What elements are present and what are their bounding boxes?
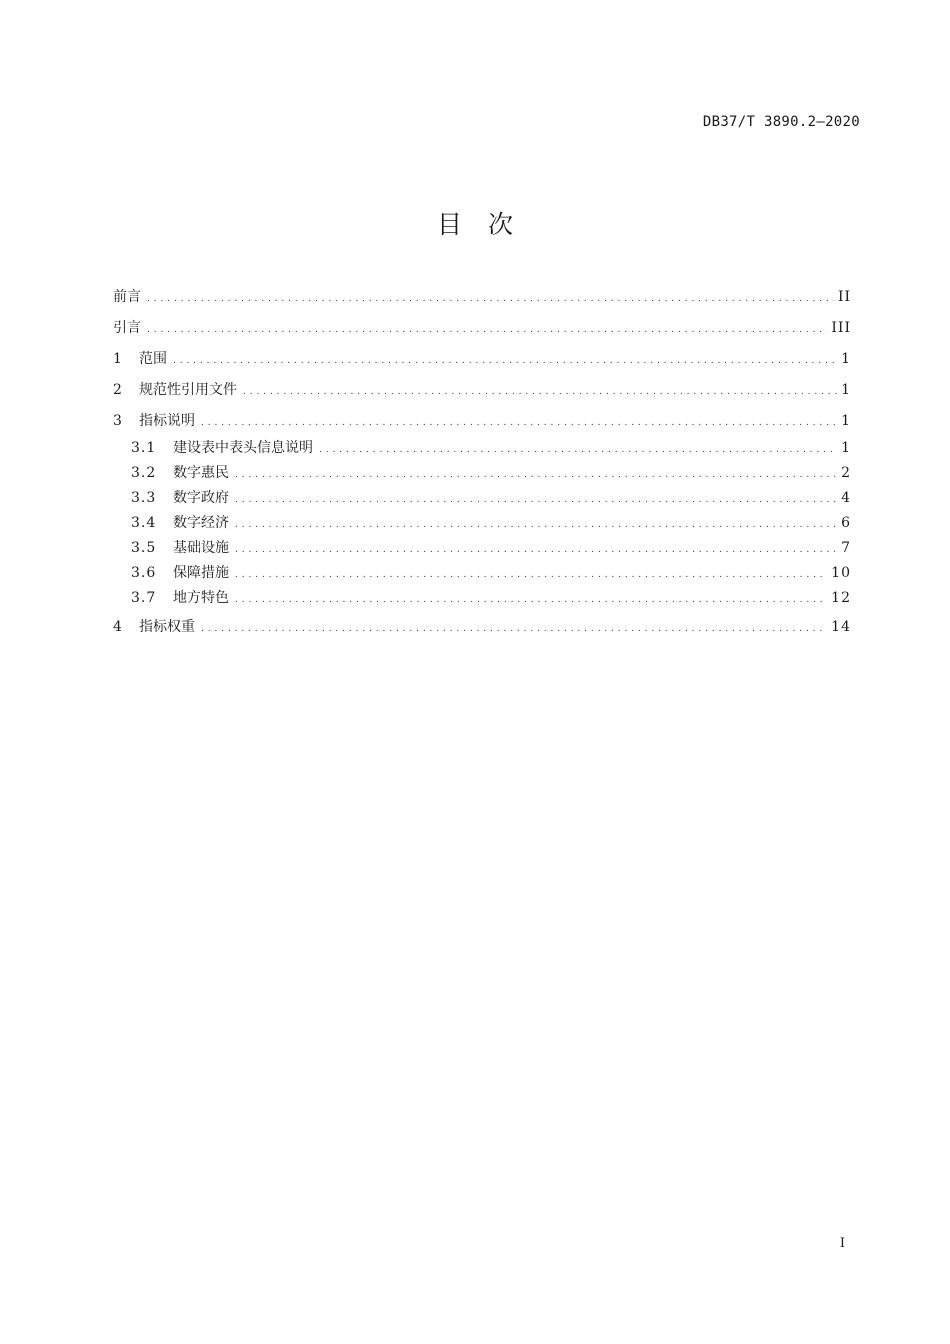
dot-leader — [235, 461, 837, 488]
toc-entry-label: 指标权重 — [139, 619, 195, 635]
toc-entry-label: 范围 — [139, 351, 167, 367]
dot-leader — [319, 436, 837, 463]
toc-entry-label: 前言 — [113, 289, 141, 305]
dot-leader — [235, 511, 837, 538]
toc-entry-page: 4 — [841, 490, 851, 506]
toc-entry-3-2[interactable] — [113, 461, 851, 486]
toc-entry-page: 7 — [841, 540, 851, 556]
document-code: DB37/T 3890.2—2020 — [702, 114, 860, 130]
toc-entry-label: 地方特色 — [173, 590, 229, 606]
toc-entry-number: 3.5 — [131, 540, 157, 556]
dot-leader — [235, 561, 827, 588]
toc-entry-page: 1 — [841, 382, 851, 398]
dot-leader — [235, 536, 837, 563]
toc-entry-introduction[interactable] — [113, 316, 851, 347]
toc-entry-page: 1 — [841, 440, 851, 456]
toc-entry-number: 3.1 — [131, 440, 157, 456]
toc-entry-3-7[interactable] — [113, 586, 851, 611]
toc-entry-label: 建设表中表头信息说明 — [173, 440, 313, 456]
toc-entry-number: 3.4 — [131, 515, 157, 531]
toc-entry-label: 规范性引用文件 — [139, 382, 237, 398]
toc-entry-label: 数字惠民 — [173, 465, 229, 481]
dot-leader — [235, 586, 827, 613]
toc-entry-number: 3.2 — [131, 465, 157, 481]
toc-entry-number: 4 — [113, 619, 122, 635]
toc-title: 目次 — [436, 210, 539, 239]
toc-entry-label: 数字政府 — [173, 490, 229, 506]
dot-leader — [201, 615, 827, 642]
toc-entry-number: 3 — [113, 413, 122, 429]
toc-entry-foreword[interactable] — [113, 285, 851, 316]
dot-leader — [243, 378, 837, 405]
toc-entry-3-3[interactable] — [113, 486, 851, 511]
dot-leader — [147, 316, 827, 343]
toc-entry-number: 1 — [113, 351, 122, 367]
toc-entry-page: 14 — [831, 619, 851, 635]
toc-entry-number: 3.3 — [131, 490, 157, 506]
toc-entry-label: 基础设施 — [173, 540, 229, 556]
toc-entry-page: 1 — [841, 351, 851, 367]
dot-leader — [173, 347, 837, 374]
toc-entry-3-4[interactable] — [113, 511, 851, 536]
toc-entry-page: 1 — [841, 413, 851, 429]
toc-entry-number: 3.6 — [131, 565, 157, 581]
toc-entry-label: 数字经济 — [173, 515, 229, 531]
dot-leader — [201, 409, 837, 436]
toc-entry-page: III — [831, 320, 851, 336]
toc-entry-number: 3.7 — [131, 590, 157, 606]
toc-entry-3-1[interactable] — [113, 436, 851, 461]
toc-entry-page: 6 — [841, 515, 851, 531]
toc-entry-page: 2 — [841, 465, 851, 481]
toc-entry-page: 12 — [831, 590, 851, 606]
toc-entry-indicator-weights[interactable] — [113, 615, 851, 646]
toc-entry-label: 指标说明 — [139, 413, 195, 429]
toc-entry-page: II — [837, 289, 851, 305]
page-number: I — [839, 1236, 845, 1251]
toc-entry-normative-references[interactable] — [113, 378, 851, 409]
table-of-contents — [113, 285, 851, 646]
toc-entry-label: 保障措施 — [173, 565, 229, 581]
toc-entry-3-6[interactable] — [113, 561, 851, 586]
toc-entry-3-5[interactable] — [113, 536, 851, 561]
toc-entry-number: 2 — [113, 382, 122, 398]
toc-entry-page: 10 — [831, 565, 851, 581]
dot-leader — [235, 486, 837, 513]
dot-leader — [147, 285, 834, 312]
toc-entry-scope[interactable] — [113, 347, 851, 378]
toc-entry-label: 引言 — [113, 320, 141, 336]
